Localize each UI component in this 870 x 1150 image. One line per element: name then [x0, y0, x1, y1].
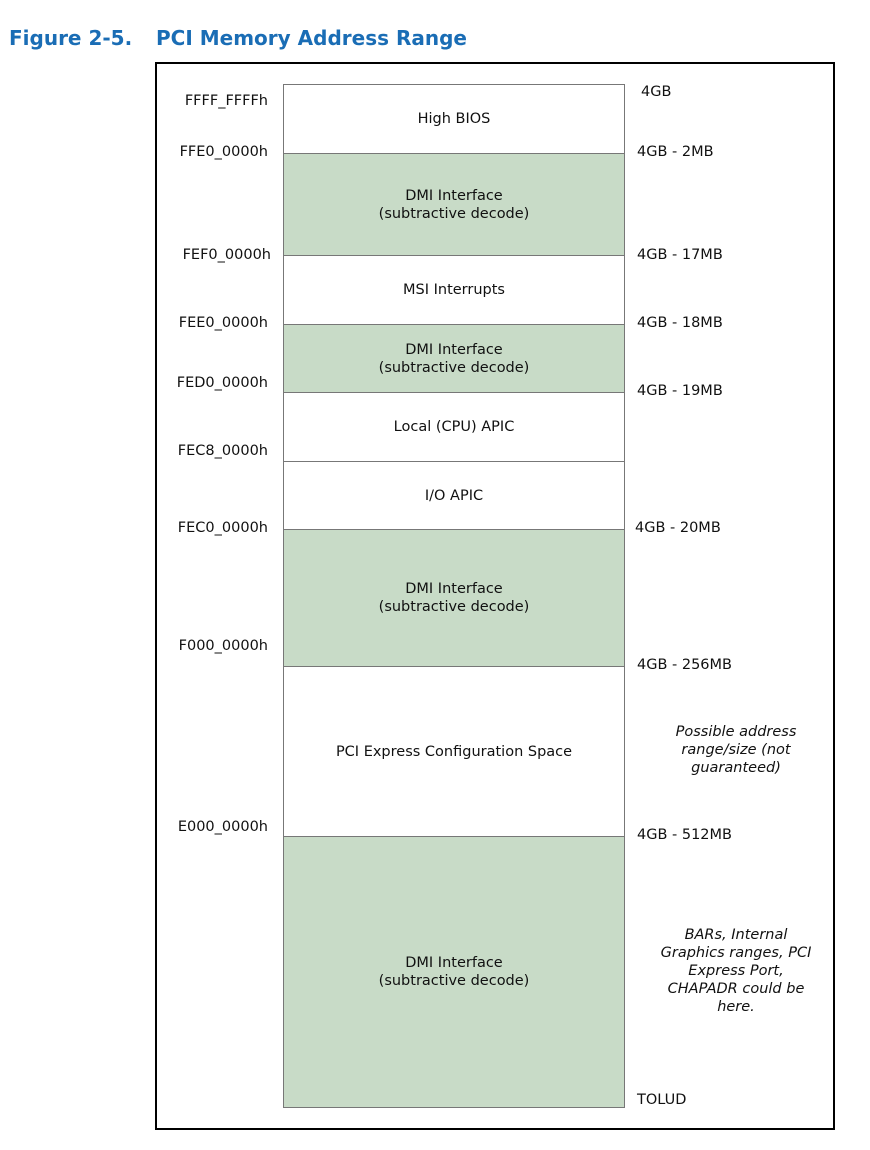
- region-label: DMI Interface: [405, 341, 503, 358]
- size-label: TOLUD: [637, 1092, 687, 1108]
- region-label: High BIOS: [417, 111, 491, 127]
- region-label: DMI Interface: [405, 187, 503, 204]
- figure-title: [9, 26, 467, 50]
- region-label: Local (CPU) APIC: [393, 419, 515, 435]
- size-label: 4GB - 19MB: [637, 383, 723, 399]
- region-dmi-interface-1: [284, 153, 624, 255]
- region-label: DMI Interface: [405, 955, 503, 971]
- note-line: CHAPADR could be: [667, 981, 805, 997]
- region-label: PCI Express Configuration Space: [335, 743, 573, 760]
- note-line: BARs, Internal: [684, 927, 788, 943]
- region-high-bios: [284, 85, 624, 153]
- hex-address: FFE0_0000h: [179, 144, 268, 160]
- hex-address: FED0_0000h: [176, 375, 268, 391]
- region-local-apic: [284, 392, 624, 461]
- hex-address: FEF0_0000h: [182, 247, 271, 263]
- figure-number: Figure 2-5.: [9, 26, 133, 50]
- figure-caption: PCI Memory Address Range: [156, 26, 467, 50]
- hex-address: FEE0_0000h: [178, 315, 268, 331]
- size-label: 4GB: [641, 84, 672, 100]
- size-label: 4GB - 512MB: [637, 827, 732, 843]
- region-sublabel: (subtractive decode): [378, 205, 530, 222]
- region-label: MSI Interrupts: [403, 282, 505, 298]
- region-pci-express-config: [284, 666, 624, 836]
- size-label: 4GB - 20MB: [635, 520, 721, 536]
- region-sublabel: (subtractive decode): [378, 973, 530, 989]
- region-msi-interrupts: [284, 255, 624, 324]
- size-label: 4GB - 18MB: [637, 315, 723, 331]
- note-line: Graphics ranges, PCI: [660, 945, 812, 961]
- region-sublabel: (subtractive decode): [378, 599, 530, 615]
- bars-note: [646, 926, 826, 1016]
- hex-address: E000_0000h: [177, 819, 268, 835]
- region-io-apic: [284, 461, 624, 529]
- region-sublabel: (subtractive decode): [378, 359, 530, 376]
- region-label: DMI Interface: [405, 581, 503, 597]
- size-label: 4GB - 2MB: [637, 144, 714, 160]
- note-line: guaranteed): [691, 760, 781, 776]
- region-dmi-interface-4: [284, 836, 624, 1107]
- hex-address: FEC8_0000h: [177, 443, 268, 459]
- note-line: range/size (not: [681, 742, 791, 758]
- size-label: 4GB - 256MB: [637, 657, 732, 673]
- note-line: Express Port,: [688, 963, 784, 979]
- memory-map: [283, 84, 625, 1108]
- note-line: Possible address: [675, 724, 797, 740]
- region-label: I/O APIC: [424, 487, 484, 504]
- note-line: here.: [717, 999, 755, 1015]
- hex-address: F000_0000h: [178, 638, 268, 654]
- region-dmi-interface-3: [284, 529, 624, 666]
- hex-address: FEC0_0000h: [177, 520, 268, 536]
- pcie-range-note: [652, 723, 820, 777]
- size-label: 4GB - 17MB: [637, 247, 723, 263]
- hex-address: FFFF_FFFFh: [184, 93, 268, 109]
- region-dmi-interface-2: [284, 324, 624, 392]
